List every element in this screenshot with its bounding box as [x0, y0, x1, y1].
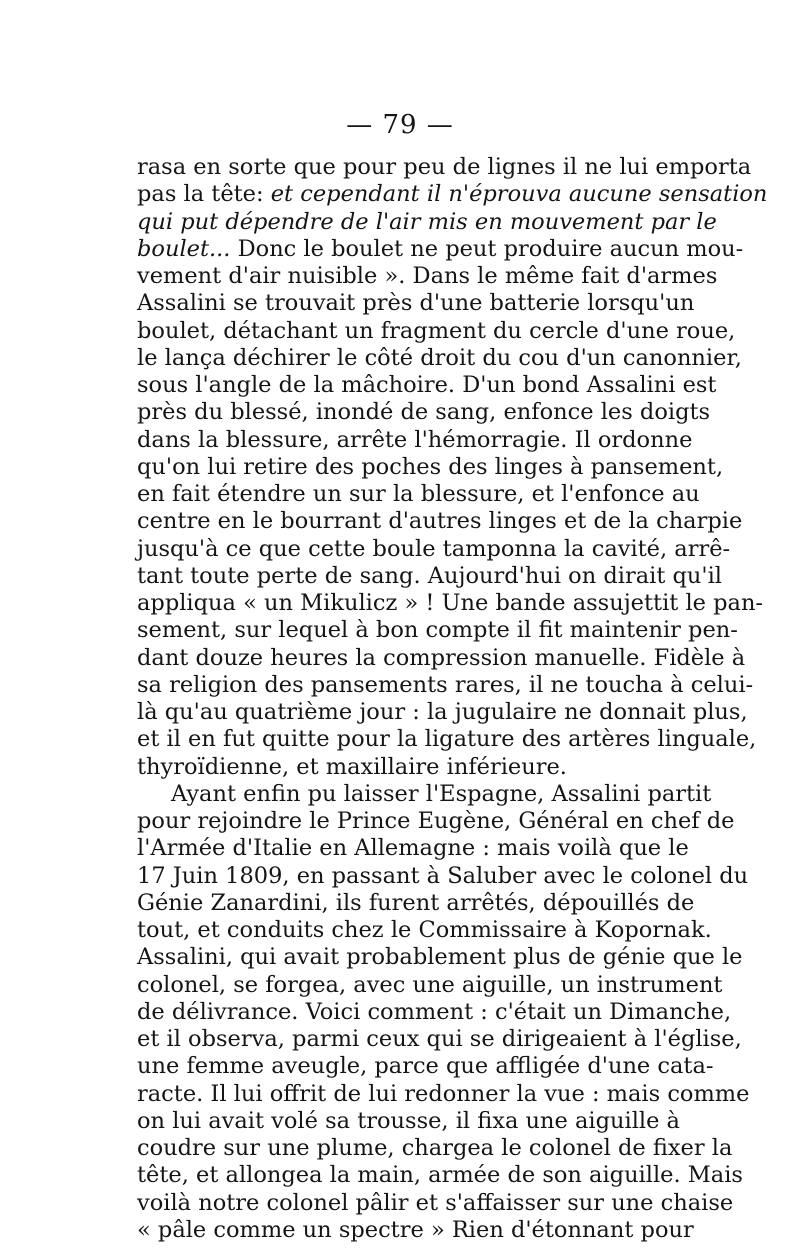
italic-text-segment: et cependant il n'éprouva aucune sensation	[270, 181, 768, 208]
text-segment: colonel, se forgea, avec une aiguille, un instrument	[137, 971, 723, 998]
text-segment: le lança déchirer le côté droit du cou d'un canonnier,	[137, 344, 742, 371]
text-line	[137, 862, 749, 890]
text-segment: on lui avait volé sa trousse, il fixa une aiguille à	[137, 1107, 680, 1134]
text-line	[137, 971, 723, 999]
text-line	[137, 344, 742, 372]
text-line	[137, 1216, 694, 1244]
italic-text-segment: qui put dépendre de l'air mis en mouvement par le	[137, 208, 717, 235]
text-line	[137, 235, 744, 263]
text-line	[137, 835, 689, 862]
text-line	[137, 399, 711, 426]
text-segment: voilà notre colonel pâlir et s'affaisser sur une chaise	[137, 1189, 734, 1216]
text-line	[137, 644, 746, 672]
body-text	[137, 154, 768, 1244]
text-segment: de délivrance. Voici comment : c'était un Dimanche,	[137, 998, 732, 1025]
text-line	[137, 562, 722, 590]
text-line	[137, 208, 717, 236]
italic-text-segment: boulet...	[137, 235, 231, 262]
text-segment: Assalini se trouvait près d'une batterie lorsqu'un	[137, 290, 695, 317]
text-segment: dans la blessure, arrête l'hémorragie. Il ordonne	[137, 426, 693, 453]
text-segment: Donc le boulet ne peut produire aucun mou-	[230, 235, 744, 262]
text-line	[137, 780, 712, 808]
text-segment: tête, et allongea la main, armée de son aiguille. Mais	[137, 1162, 743, 1189]
text-segment: en fait étendre un sur la blessure, et l'enfonce au	[137, 481, 700, 507]
text-line	[137, 290, 695, 317]
text-line	[137, 372, 717, 399]
text-segment: qu'on lui retire des poches des linges à pansement,	[137, 453, 724, 480]
text-segment: pour rejoindre le Prince Eugène, Général en chef de	[137, 808, 735, 834]
text-line	[137, 508, 743, 535]
text-line	[137, 481, 700, 508]
text-segment: et il en fut quitte pour la ligature des artères linguale,	[137, 726, 757, 753]
text-segment: sa religion des pansements rares, il ne toucha à celui-	[137, 671, 754, 698]
text-line	[137, 1135, 733, 1162]
text-segment: boulet, détachant un fragment du cercle d'une roue,	[137, 317, 736, 344]
text-segment: dant douze heures la compression manuelle. Fidèle à	[137, 644, 746, 671]
text-segment: centre en le bourrant d'autres linges et de la charpie	[137, 508, 743, 535]
text-segment: racte. Il lui offrit de lui redonner la vue : mais comme	[137, 1080, 750, 1107]
text-segment: « pâle comme un spectre » Rien d'étonnant pour	[137, 1216, 694, 1243]
text-segment: tant toute perte de sang. Aujourd'hui on dirait qu'il	[137, 562, 722, 589]
text-line	[137, 1107, 680, 1135]
page-number: — 79 —	[346, 110, 454, 140]
text-segment: 17 Juin 1809, en passant à Saluber avec le colonel du	[137, 862, 749, 889]
text-segment: thyroïdienne, et maxillaire inférieure.	[137, 753, 567, 780]
text-segment: rasa en sorte que pour peu de lignes il ne lui emporta	[137, 154, 752, 180]
text-segment: près du blessé, inondé de sang, enfonce les doigts	[137, 399, 711, 426]
text-segment: coudre sur une plume, chargea le colonel de fixer la	[137, 1135, 733, 1161]
text-segment: tout, et conduits chez le Commissaire à Kopornak.	[137, 917, 712, 943]
text-line	[137, 1026, 742, 1053]
text-segment: vement d'air nuisible ». Dans le même fait d'armes	[137, 263, 718, 289]
text-segment: sous l'angle de la mâchoire. D'un bond Assalini est	[137, 372, 717, 398]
text-line	[137, 263, 718, 290]
text-line	[137, 726, 757, 753]
text-line	[137, 590, 764, 617]
text-line	[137, 1080, 750, 1108]
text-line	[137, 998, 732, 1026]
text-line	[137, 699, 748, 726]
text-segment: appliqua « un Mikulicz » ! Une bande assujettit le pan-	[137, 590, 764, 616]
text-segment: Génie Zanardini, ils furent arrêtés, dépouillés de	[137, 889, 695, 916]
text-line	[137, 535, 731, 563]
text-line	[137, 617, 738, 644]
text-line	[137, 426, 693, 454]
text-line	[137, 181, 768, 208]
text-segment: l'Armée d'Italie en Allemagne : mais voilà que le	[137, 835, 689, 862]
text-line	[137, 889, 695, 917]
text-segment: une femme aveugle, parce que affligée d'une cata-	[137, 1053, 714, 1080]
text-line	[137, 154, 752, 181]
text-line	[137, 1189, 734, 1217]
text-segment: Ayant enfin pu laisser l'Espagne, Assalini partit	[171, 780, 712, 807]
text-segment: jusqu'à ce que cette boule tamponna la cavité, arrê-	[137, 535, 731, 562]
text-line	[137, 808, 735, 835]
text-line	[137, 317, 736, 345]
text-line	[137, 754, 669, 781]
text-line	[137, 944, 743, 971]
text-segment: et il observa, parmi ceux qui se dirigeaient à l'église,	[137, 1026, 742, 1052]
text-line	[137, 1053, 714, 1080]
text-segment: là qu'au quatrième jour : la jugulaire ne donnait plus,	[137, 699, 748, 725]
text-line	[137, 917, 712, 944]
text-segment: Assalini, qui avait probablement plus de génie que le	[137, 944, 743, 971]
text-segment: pas la tête:	[137, 181, 271, 208]
text-line	[137, 671, 754, 699]
text-segment: sement, sur lequel à bon compte il fit maintenir pen-	[137, 617, 738, 644]
text-line	[137, 453, 724, 481]
text-line	[137, 1162, 743, 1189]
